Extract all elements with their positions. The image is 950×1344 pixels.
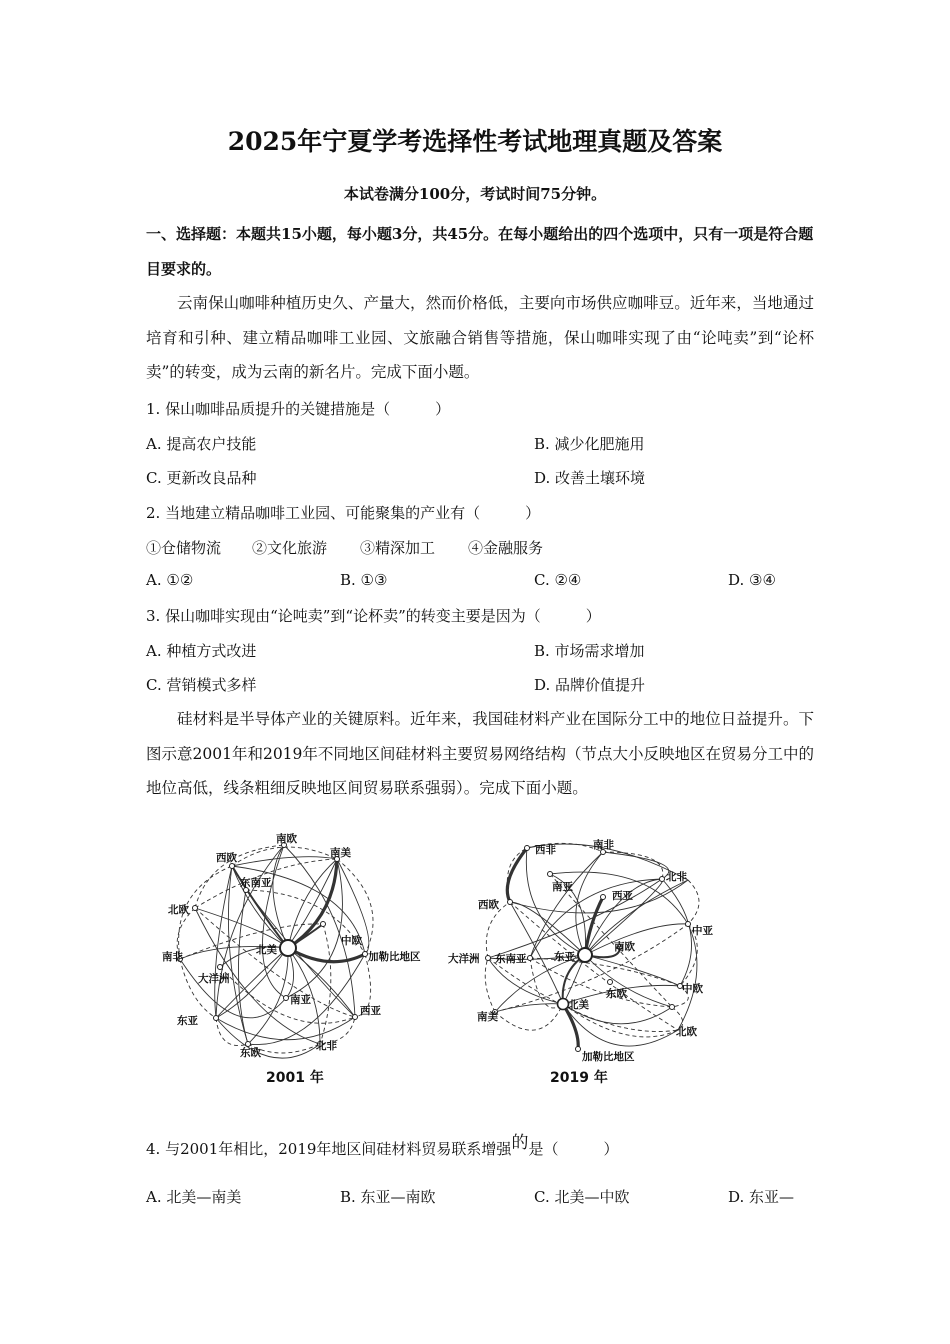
question-2-stem: 2. 当地建立精品咖啡工业园、可能聚集的产业有（ ） [146,504,541,522]
q2-item-3: ③精深加工 [360,539,436,557]
node-label: 南非 [162,951,183,963]
node-label: 东亚 [177,1015,198,1027]
q2-item-1: ①仓储物流 [146,539,222,557]
q1-option-c[interactable]: C. 更新改良品种 [146,469,257,487]
q2-option-b[interactable]: B. ①③ [340,571,388,589]
node-label: 大洋洲 [448,953,480,965]
node-label: 西欧 [478,899,499,911]
question-1-stem: 1. 保山咖啡品质提升的关键措施是（ ） [146,400,451,418]
exam-info: 本试卷满分100分，考试时间75分钟。 [343,185,607,203]
node-label: 南欧 [614,941,635,953]
q2-option-d[interactable]: D. ③④ [728,571,776,589]
node-label: 北欧 [676,1026,697,1038]
caption-2001: 2001 年 [266,1070,324,1086]
q4-option-d[interactable]: D. 东亚— [728,1188,795,1206]
node-label: 北欧 [168,904,189,916]
node-label: 东欧 [240,1047,261,1059]
node-label: 中欧 [341,935,362,947]
question-4-stem [146,1134,618,1159]
node-label: 西亚 [612,890,633,902]
q3-option-c[interactable]: C. 营销模式多样 [146,676,257,694]
q3-option-d[interactable]: D. 品牌价值提升 [534,676,646,694]
node-label: 南亚 [290,994,311,1006]
node-label: 东南亚 [495,953,527,965]
node-label: 北非 [316,1040,337,1052]
node-label: 东南亚 [240,877,272,889]
passage-coffee: 云南保山咖啡种植历史久、产量大，然而价格低，主要向市场供应咖啡豆。近年来，当地通过培育和引种、建立精品咖啡工业园、文旅融合销售等措施，保山咖啡实现了由“论吨卖”到“论杯卖”的转变，成为云南的新名片。完成下面小题。 [146,294,814,381]
node-label: 北非 [666,871,687,883]
node-label: 西欧 [216,852,237,864]
trade-network-figure [150,822,800,1097]
q2-option-a[interactable]: A. ①② [146,571,194,589]
q2-item-4: ④金融服务 [468,539,544,557]
q4-option-b[interactable]: B. 东亚—南欧 [340,1188,436,1206]
q4-option-c[interactable]: C. 北美—中欧 [534,1188,630,1206]
q3-option-b[interactable]: B. 市场需求增加 [534,642,645,660]
q2-option-c[interactable]: C. ②④ [534,571,582,589]
node-label: 加勒比地区 [582,1051,635,1063]
node-label: 南欧 [276,833,297,845]
node-label: 南美 [477,1011,498,1023]
q4-stem-superscript: 的 [511,1133,529,1153]
q1-option-a[interactable]: A. 提高农户技能 [146,435,257,453]
q2-item-2: ②文化旅游 [252,539,328,557]
node-label: 南美 [330,847,351,859]
section-heading: 一、选择题：本题共15小题，每小题3分，共45分。在每小题给出的四个选项中，只有一项是符合题目要求的。 [146,225,814,278]
node-label: 南非 [593,839,614,851]
node-label: 东亚 [554,951,575,963]
node-label: 大洋洲 [198,973,230,985]
trade-network-svg [150,822,800,1097]
page-title: 2025年宁夏学考选择性考试地理真题及答案 [227,127,723,156]
node-label: 中亚 [692,925,713,937]
question-3-stem: 3. 保山咖啡实现由“论吨卖”到“论杯卖”的转变主要是因为（ ） [146,607,601,625]
node-label: 南亚 [552,881,573,893]
node-label: 中欧 [682,983,703,995]
passage-silicon: 硅材料是半导体产业的关键原料。近年来，我国硅材料产业在国际分工中的地位日益提升。下图示意2001年和2019年不同地区间硅材料主要贸易网络结构（节点大小反映地区在贸易分工中的地位高低，线条粗细反映地区间贸易联系强弱）。完成下面小题。 [146,710,814,797]
q4-option-a[interactable]: A. 北美—南美 [146,1188,242,1206]
node-label: 北美 [256,944,277,956]
caption-2019: 2019 年 [550,1070,608,1086]
node-label: 西非 [535,844,556,856]
q1-option-b[interactable]: B. 减少化肥施用 [534,435,645,453]
node-label: 加勒比地区 [368,951,421,963]
node-label: 西亚 [360,1005,381,1017]
q1-option-d[interactable]: D. 改善土壤环境 [534,469,646,487]
q3-option-a[interactable]: A. 种植方式改进 [146,642,257,660]
node-label: 北美 [568,999,589,1011]
q4-stem-text: 4. 与2001年相比，2019年地区间硅材料贸易联系增强 [146,1140,512,1158]
node-label: 东欧 [606,988,627,1000]
q4-stem-end: 是（ ） [528,1140,619,1158]
